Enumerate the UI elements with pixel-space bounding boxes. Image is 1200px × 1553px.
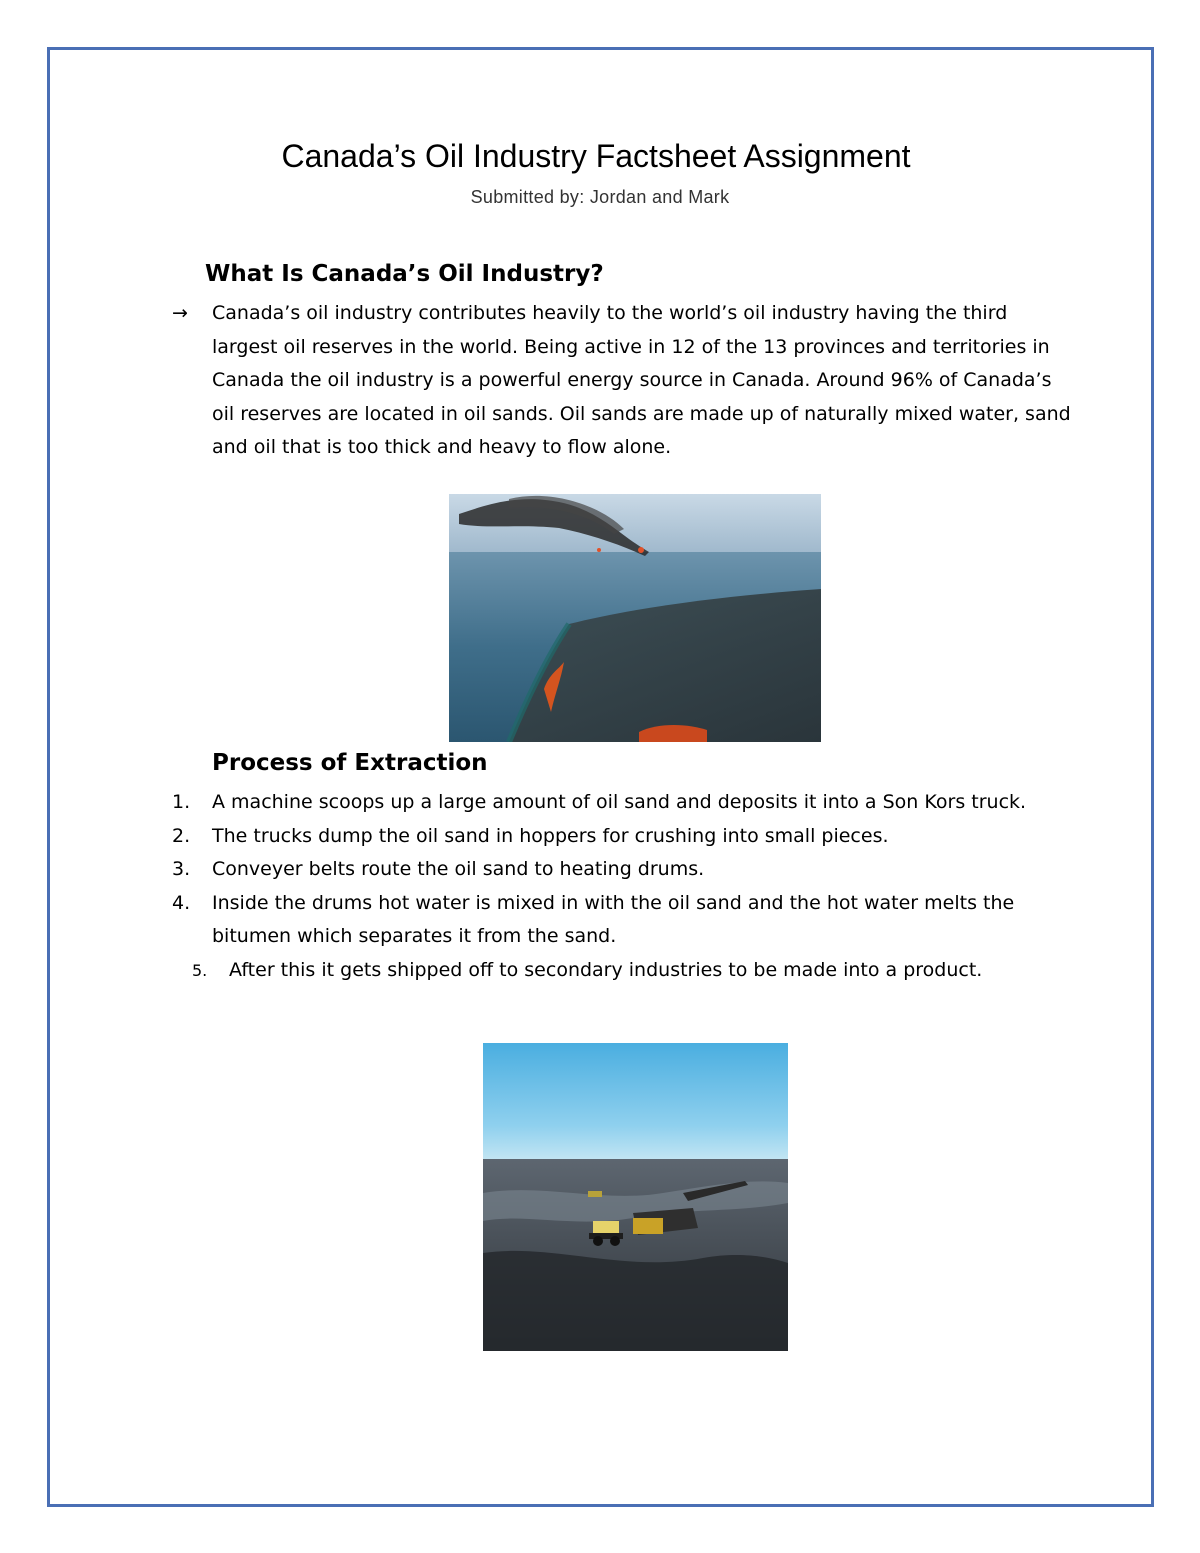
section-heading-oil-industry: What Is Canada’s Oil Industry? xyxy=(205,261,604,287)
step-text: A machine scoops up a large amount of oil sand and deposits it into a Son Kors truck. xyxy=(212,791,1027,813)
step-number: 3. xyxy=(172,858,191,880)
step-number: 4. xyxy=(172,891,191,914)
step-text: Conveyer belts route the oil sand to heating drums. xyxy=(212,858,705,880)
step-number: 5. xyxy=(192,960,208,980)
intro-paragraph: Canada’s oil industry contributes heavily to the world’s oil industry having the third largest oil reserves in the world. Being active in 12 of the 13 provinces and territories in Canada the oil industry is a powerful energy source in Canada. Around 96% of Canada’s oil reserves are located in oil sands. Oil sands are made up of naturally mixed water, sand and oil that is too thick and heavy to flow alone. xyxy=(212,302,1071,458)
extraction-steps-list xyxy=(172,786,1072,987)
step-text: Inside the drums hot water is mixed in with the oil sand and the hot water melts the bitumen which separates it from the sand. xyxy=(212,891,1015,947)
oil-spill-photo xyxy=(449,494,821,742)
page-subtitle: Submitted by: Jordan and Mark xyxy=(470,187,730,207)
list-item xyxy=(172,786,1072,820)
step-text: The trucks dump the oil sand in hoppers for crushing into small pieces. xyxy=(212,824,889,847)
list-item xyxy=(172,853,1072,887)
step-number: 2. xyxy=(172,824,191,847)
list-item xyxy=(172,820,1072,854)
page-title: Canada’s Oil Industry Factsheet Assignment xyxy=(281,138,911,174)
arrow-bullet-icon: → xyxy=(172,302,188,324)
oil-sands-mining-photo xyxy=(483,1043,788,1351)
section-heading-extraction: Process of Extraction xyxy=(212,750,488,776)
list-item xyxy=(172,887,1072,954)
step-number: 1. xyxy=(172,791,191,813)
list-item xyxy=(172,954,1072,988)
step-text: After this it gets shipped off to secondary industries to be made into a product. xyxy=(229,958,983,981)
